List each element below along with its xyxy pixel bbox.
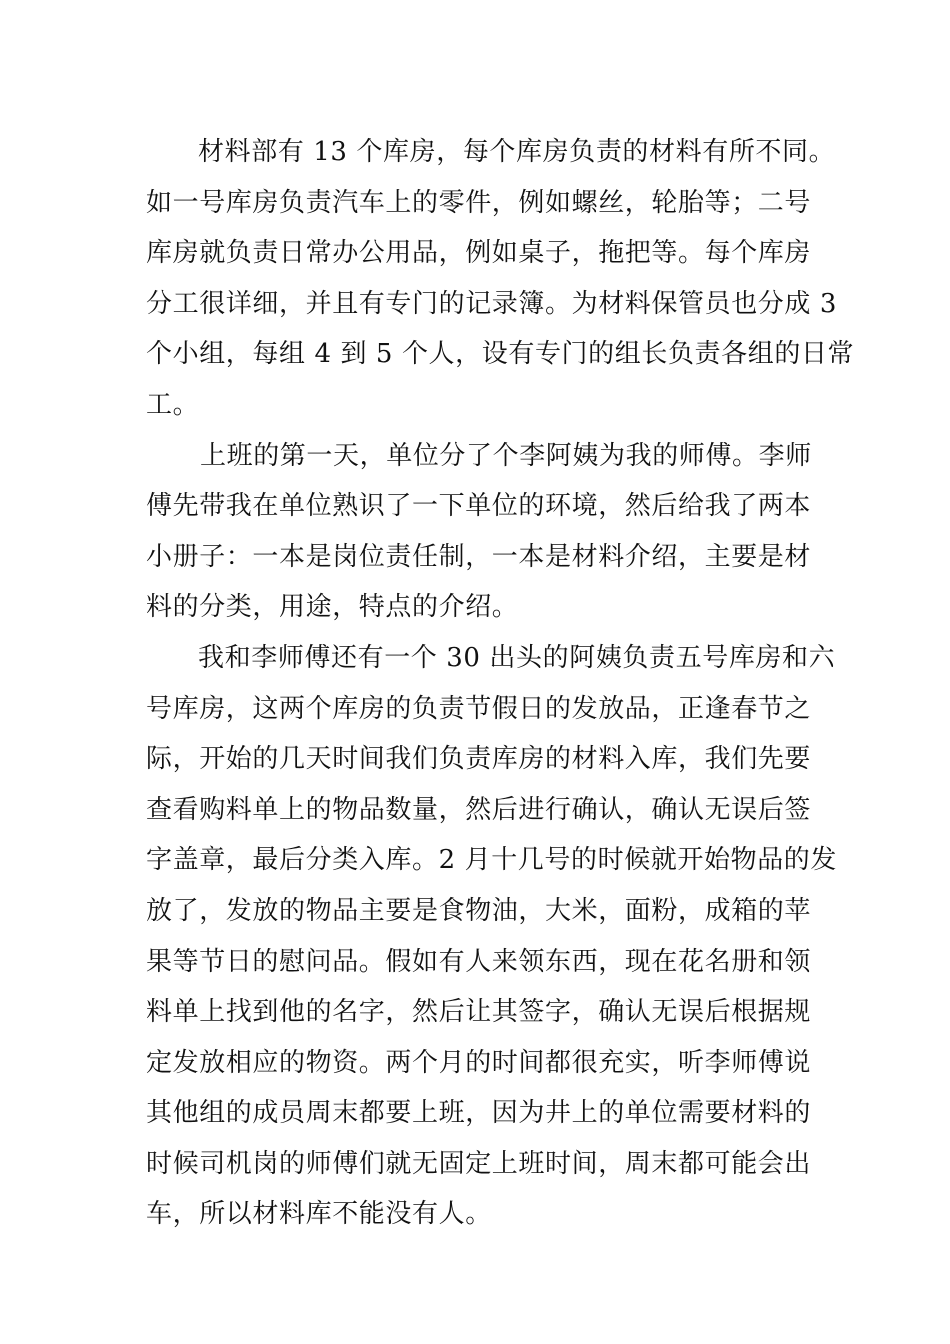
text-line: 小册子：一本是岗位责任制，一本是材料介绍，主要是材 bbox=[146, 541, 812, 572]
text-line: 材料部有 13 个库房，每个库房负责的材料有所不同。 bbox=[198, 137, 836, 167]
paragraph-holiday-goods bbox=[146, 633, 838, 1240]
text-line: 果等节日的慰问品。假如有人来领东西，现在花名册和领 bbox=[146, 946, 812, 977]
text-line: 际，开始的几天时间我们负责库房的材料入库，我们先要 bbox=[146, 744, 812, 775]
text-line: 定发放相应的物资。两个月的时间都很充实，听李师傅说 bbox=[146, 1047, 812, 1078]
text-line: 我和李师傅还有一个 30 出头的阿姨负责五号库房和六 bbox=[198, 642, 836, 673]
paragraph-first-day bbox=[146, 431, 812, 633]
paragraph-warehouses bbox=[146, 127, 855, 431]
text-line: 号库房，这两个库房的负责节假日的发放品，正逢春节之 bbox=[146, 693, 812, 724]
text-line: 上班的第一天，单位分了个李阿姨为我的师傅。李师 bbox=[200, 440, 812, 471]
text-line: 料的分类，用途，特点的介绍。 bbox=[146, 592, 519, 623]
text-line: 其他组的成员周末都要上班，因为井上的单位需要材料的 bbox=[146, 1098, 812, 1129]
text-line: 分工很详细，并且有专门的记录簿。为材料保管员也分成 3 bbox=[146, 288, 838, 319]
text-line: 工。 bbox=[146, 389, 200, 420]
text-line: 时候司机岗的师傅们就无固定上班时间，周末都可能会出 bbox=[146, 1148, 812, 1179]
text-line: 车，所以材料库不能没有人。 bbox=[146, 1199, 492, 1230]
text-line: 如一号库房负责汽车上的零件，例如螺丝，轮胎等；二号 bbox=[146, 187, 812, 218]
text-line: 字盖章，最后分类入库。2 月十几号的时候就开始物品的发 bbox=[146, 845, 838, 876]
text-line: 放了，发放的物品主要是食物油，大米，面粉，成箱的苹 bbox=[146, 895, 812, 926]
text-line: 个小组，每组 4 到 5 个人，设有专门的组长负责各组的日常 bbox=[146, 339, 855, 370]
text-line: 料单上找到他的名字，然后让其签字，确认无误后根据规 bbox=[146, 997, 812, 1028]
text-line: 库房就负责日常办公用品，例如桌子，拖把等。每个库房 bbox=[146, 238, 812, 269]
text-line: 傅先带我在单位熟识了一下单位的环境，然后给我了两本 bbox=[146, 491, 812, 522]
document-body bbox=[146, 127, 855, 1240]
text-line: 查看购料单上的物品数量，然后进行确认，确认无误后签 bbox=[146, 794, 812, 825]
